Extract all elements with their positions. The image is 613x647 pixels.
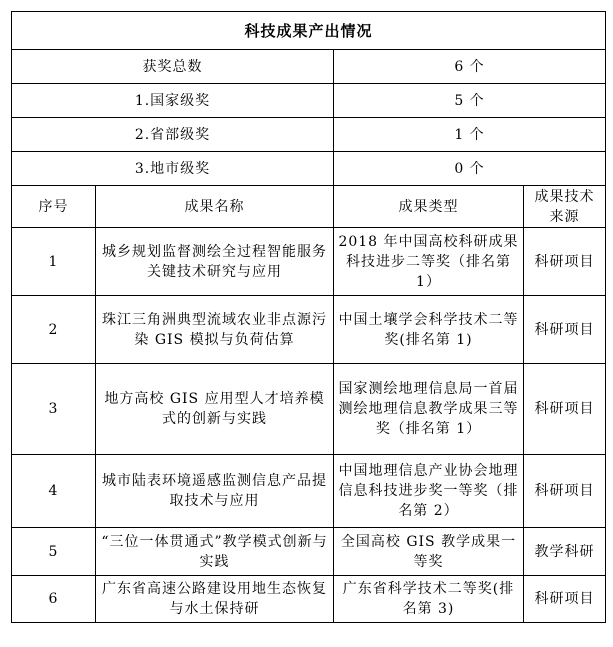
summary-label: 3.地市级奖 xyxy=(12,152,334,186)
summary-value: 0 个 xyxy=(334,152,606,186)
cell-name: “三位一体贯通式”教学模式创新与实践 xyxy=(96,528,334,576)
header-row xyxy=(12,186,606,228)
cell-source: 科研项目 xyxy=(524,364,606,455)
cell-type: 国家测绘地理信息局一首届测绘地理信息教学成果三等奖（排名第 1） xyxy=(334,364,524,455)
header-no: 序号 xyxy=(12,186,96,228)
cell-name: 城乡规划监督测绘全过程智能服务关键技术研究与应用 xyxy=(96,228,334,296)
summary-label: 1.国家级奖 xyxy=(12,84,334,118)
summary-label: 获奖总数 xyxy=(12,50,334,84)
summary-row xyxy=(12,50,606,84)
header-type: 成果类型 xyxy=(334,186,524,228)
table-row xyxy=(12,228,606,296)
cell-name: 广东省高速公路建设用地生态恢复与水土保持研 xyxy=(96,576,334,623)
cell-source: 科研项目 xyxy=(524,228,606,296)
cell-type: 中国地理信息产业协会地理信息科技进步奖一等奖（排名第 2） xyxy=(334,455,524,528)
summary-row xyxy=(12,84,606,118)
cell-no: 3 xyxy=(12,364,96,455)
table-row xyxy=(12,296,606,364)
summary-label: 2.省部级奖 xyxy=(12,118,334,152)
summary-row xyxy=(12,152,606,186)
cell-name: 地方高校 GIS 应用型人才培养模式的创新与实践 xyxy=(96,364,334,455)
cell-type: 中国土壤学会科学技术二等奖(排名第 1) xyxy=(334,296,524,364)
cell-no: 2 xyxy=(12,296,96,364)
table-title: 科技成果产出情况 xyxy=(12,12,606,50)
cell-source: 教学科研 xyxy=(524,528,606,576)
table-row xyxy=(12,576,606,623)
summary-row xyxy=(12,118,606,152)
cell-type: 广东省科学技术二等奖(排名第 3) xyxy=(334,576,524,623)
table-row xyxy=(12,528,606,576)
cell-source: 科研项目 xyxy=(524,576,606,623)
summary-value: 6 个 xyxy=(334,50,606,84)
cell-no: 6 xyxy=(12,576,96,623)
table-row xyxy=(12,455,606,528)
summary-value: 5 个 xyxy=(334,84,606,118)
cell-type: 全国高校 GIS 教学成果一等奖 xyxy=(334,528,524,576)
cell-no: 5 xyxy=(12,528,96,576)
title-row xyxy=(12,12,606,50)
header-source: 成果技术来源 xyxy=(524,186,606,228)
header-name: 成果名称 xyxy=(96,186,334,228)
table-row xyxy=(12,364,606,455)
summary-value: 1 个 xyxy=(334,118,606,152)
achievements-table xyxy=(11,11,606,623)
cell-name: 城市陆表环境遥感监测信息产品提取技术与应用 xyxy=(96,455,334,528)
cell-name: 珠江三角洲典型流域农业非点源污染 GIS 模拟与负荷估算 xyxy=(96,296,334,364)
cell-no: 4 xyxy=(12,455,96,528)
cell-source: 科研项目 xyxy=(524,455,606,528)
cell-no: 1 xyxy=(12,228,96,296)
cell-source: 科研项目 xyxy=(524,296,606,364)
cell-type: 2018 年中国高校科研成果科技进步二等奖（排名第 1） xyxy=(334,228,524,296)
